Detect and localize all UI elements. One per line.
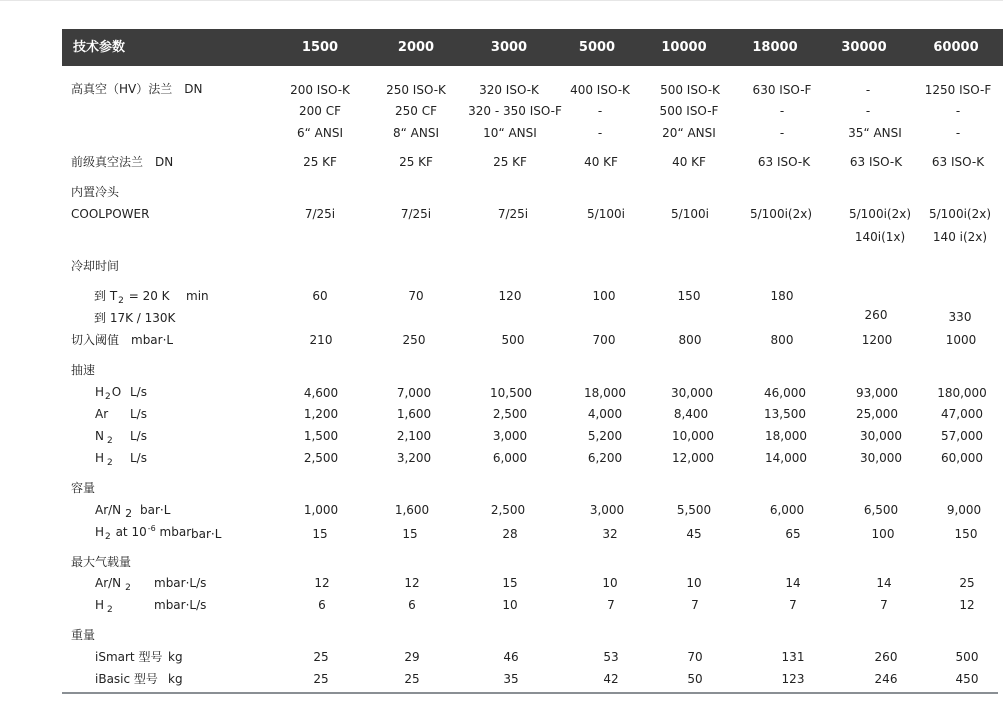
cell: 9,000 xyxy=(946,503,982,517)
header-model: 18000 xyxy=(752,40,798,55)
cell: 500 xyxy=(955,650,979,664)
cell: 250 CF xyxy=(395,104,437,118)
cell: 40 KF xyxy=(672,155,706,169)
crossover-unit: mbar·L xyxy=(131,333,174,347)
cell: 180,000 xyxy=(937,386,987,400)
header-model: 5000 xyxy=(578,40,616,55)
unit: mbar·L/s xyxy=(154,576,207,590)
cell: 320 - 350 ISO-F xyxy=(468,104,562,118)
unit: L/s xyxy=(130,429,147,443)
cell: 450 xyxy=(955,672,979,686)
cell: 260 xyxy=(864,308,888,322)
cell: 10,000 xyxy=(672,429,714,443)
fore-flange-label: 前级真空法兰 DN xyxy=(71,155,174,169)
cell: 6,000 xyxy=(492,451,528,465)
cell: 5,500 xyxy=(676,503,712,517)
text: Ar/N xyxy=(95,576,122,590)
cell: 25,000 xyxy=(856,407,898,421)
cell: 250 xyxy=(402,333,426,347)
cell: 123 xyxy=(781,672,805,686)
cell: 25 xyxy=(959,576,975,590)
cooldown-row1-label xyxy=(94,288,170,306)
cell: - xyxy=(779,104,785,118)
cell: 246 xyxy=(874,672,898,686)
header-model: 1500 xyxy=(301,40,339,55)
cell: 500 ISO-F xyxy=(659,104,719,118)
table-bottom-border xyxy=(62,692,998,694)
cell: 7,000 xyxy=(396,386,432,400)
cell: 14 xyxy=(876,576,892,590)
top-border xyxy=(0,0,1003,1)
cell: 3,200 xyxy=(396,451,432,465)
cell: 7/25i xyxy=(497,207,529,221)
cell: 28 xyxy=(502,527,518,541)
cell: 5/100i(2x) xyxy=(928,207,992,221)
superscript: -6 xyxy=(147,524,156,533)
text: O xyxy=(111,385,122,399)
cell: 20“ ANSI xyxy=(662,126,716,140)
cell: 3,000 xyxy=(492,429,528,443)
header-model: 10000 xyxy=(661,40,707,55)
cell: 140i(1x) xyxy=(854,230,906,244)
cell: - xyxy=(955,104,961,118)
text: at 10 xyxy=(111,525,147,539)
cell: 1,200 xyxy=(303,407,339,421)
cell: 30,000 xyxy=(860,451,902,465)
gas-label xyxy=(95,384,121,402)
cell: 45 xyxy=(686,527,702,541)
cell: 120 xyxy=(498,289,522,303)
unit: bar·L xyxy=(140,503,171,517)
cell: 13,500 xyxy=(764,407,806,421)
subscript: 2 xyxy=(118,296,124,306)
cell: 10 xyxy=(502,598,518,612)
cell: 70 xyxy=(687,650,703,664)
cell: 53 xyxy=(603,650,619,664)
cell: 2,100 xyxy=(396,429,432,443)
cell: 42 xyxy=(603,672,619,686)
cell: 2,500 xyxy=(303,451,339,465)
cell: 7/25i xyxy=(400,207,432,221)
cell: 25 xyxy=(404,672,420,686)
subscript: 2 xyxy=(106,436,113,446)
text: Ar/N xyxy=(95,503,122,517)
cell: 10“ ANSI xyxy=(483,126,537,140)
gas-label xyxy=(95,502,133,519)
cell: 70 xyxy=(408,289,424,303)
cell: 7/25i xyxy=(304,207,336,221)
cooldown-unit: min xyxy=(186,289,209,303)
cell: 46 xyxy=(503,650,519,664)
cell: 1,500 xyxy=(303,429,339,443)
cell: - xyxy=(865,104,871,118)
header-model: 3000 xyxy=(490,40,528,55)
cooldown-label: 冷却时间 xyxy=(71,259,120,273)
text: = 20 K xyxy=(124,289,170,303)
cell: 131 xyxy=(781,650,805,664)
cell: 180 xyxy=(770,289,794,303)
cell: 7 xyxy=(789,598,797,612)
cell: 12 xyxy=(404,576,420,590)
cell: 65 xyxy=(785,527,801,541)
cell: - xyxy=(779,126,785,140)
text: H xyxy=(95,598,105,612)
coolpower-label: COOLPOWER xyxy=(71,207,150,221)
unit: kg xyxy=(168,672,183,686)
cell: 7 xyxy=(880,598,888,612)
pumping-speed-label: 抽速 xyxy=(71,363,96,377)
cell: 6,500 xyxy=(863,503,899,517)
cell: 30,000 xyxy=(671,386,713,400)
max-gas-load-label: 最大气载量 xyxy=(71,555,132,569)
cell: 25 KF xyxy=(303,155,337,169)
cell: 30,000 xyxy=(860,429,902,443)
cell: 10 xyxy=(602,576,618,590)
cell: 46,000 xyxy=(764,386,806,400)
cell: 500 ISO-K xyxy=(660,83,720,97)
subscript: 2 xyxy=(125,583,131,593)
subscript: 2 xyxy=(107,458,113,468)
cold-head-label: 内置冷头 xyxy=(71,185,120,199)
cell: 800 xyxy=(678,333,702,347)
gas-label xyxy=(95,406,108,422)
cell: - xyxy=(597,126,603,140)
cell: 57,000 xyxy=(941,429,983,443)
unit: L/s xyxy=(130,451,147,465)
cell: 14 xyxy=(785,576,801,590)
cell: 210 xyxy=(309,333,333,347)
text: H xyxy=(95,385,105,399)
cell: 15 xyxy=(312,527,328,541)
cell: 12 xyxy=(314,576,330,590)
cell: 8“ ANSI xyxy=(392,126,440,140)
cell: 47,000 xyxy=(941,407,983,421)
crossover-label: 切入阈值 xyxy=(71,333,120,347)
cell: 200 CF xyxy=(299,104,341,118)
cell: 5,200 xyxy=(587,429,623,443)
cell: 25 KF xyxy=(493,155,527,169)
text: mbar xyxy=(155,525,192,539)
gas-label xyxy=(95,428,114,446)
cell: 330 xyxy=(948,310,972,324)
cell: 63 ISO-K xyxy=(931,155,985,169)
cell: - xyxy=(955,126,961,140)
cell: 1,000 xyxy=(303,503,339,517)
cell: 15 xyxy=(502,576,518,590)
cell: 150 xyxy=(677,289,701,303)
cell: 700 xyxy=(592,333,616,347)
cell: 63 ISO-K xyxy=(757,155,811,169)
unit: L/s xyxy=(130,385,147,399)
cell: 200 ISO-K xyxy=(290,83,350,97)
cell: 630 ISO-F xyxy=(752,83,812,97)
unit: mbar·L/s xyxy=(154,598,207,612)
cell: 5/100i xyxy=(671,207,709,221)
cell: 100 xyxy=(592,289,616,303)
cell: 35 xyxy=(503,672,519,686)
text: H xyxy=(95,525,105,539)
header-model: 2000 xyxy=(397,40,435,55)
gas-label xyxy=(95,597,114,615)
cell: 18,000 xyxy=(584,386,626,400)
subscript: 2 xyxy=(125,507,133,520)
cell: 5/100i(2x) xyxy=(749,207,813,221)
cell: 6,000 xyxy=(769,503,805,517)
cell: 1250 ISO-F xyxy=(924,83,992,97)
cell: 3,000 xyxy=(589,503,625,517)
unit: L/s xyxy=(130,407,147,421)
header-title: 技术参数 xyxy=(73,40,126,55)
cell: 1,600 xyxy=(396,407,432,421)
subscript: 2 xyxy=(105,532,111,542)
cell: 4,600 xyxy=(303,386,339,400)
table-header xyxy=(62,29,1003,66)
cell: 60,000 xyxy=(941,451,983,465)
cell: 25 KF xyxy=(399,155,433,169)
cell: 140 i(2x) xyxy=(932,230,988,244)
cell: 800 xyxy=(770,333,794,347)
cell: 93,000 xyxy=(856,386,898,400)
cell: - xyxy=(597,104,603,118)
gas-label xyxy=(95,450,114,468)
cell: 400 ISO-K xyxy=(570,83,630,97)
cell: 1000 xyxy=(945,333,977,347)
cell: 6 xyxy=(408,598,416,612)
capacity-label: 容量 xyxy=(71,481,96,495)
cell: 7 xyxy=(691,598,699,612)
cell: 100 xyxy=(871,527,895,541)
weight-label: 重量 xyxy=(71,628,96,642)
model-label: iBasic 型号 xyxy=(95,672,158,686)
cell: 7 xyxy=(607,598,615,612)
cell: 12,000 xyxy=(672,451,714,465)
cell: 10,500 xyxy=(490,386,532,400)
cell: 25 xyxy=(313,672,329,686)
cell: 10 xyxy=(686,576,702,590)
cell: 15 xyxy=(402,527,418,541)
text: 到 T xyxy=(94,289,118,303)
cell: 2,500 xyxy=(490,503,526,517)
cell: 500 xyxy=(501,333,525,347)
subscript: 2 xyxy=(107,605,113,615)
cell: 32 xyxy=(602,527,618,541)
cell: 6 xyxy=(318,598,326,612)
cell: 250 ISO-K xyxy=(386,83,446,97)
cooldown-row2-label: 到 17K / 130K xyxy=(94,311,176,325)
subscript: 2 xyxy=(105,392,111,402)
text: H xyxy=(95,451,105,465)
cell: 5/100i xyxy=(587,207,625,221)
cell: 8,400 xyxy=(673,407,709,421)
cell: 1200 xyxy=(861,333,893,347)
unit: bar·L xyxy=(191,527,222,541)
header-model: 30000 xyxy=(841,40,887,55)
cell: 320 ISO-K xyxy=(479,83,539,97)
cell: 4,000 xyxy=(587,407,623,421)
text: N xyxy=(95,429,104,443)
unit: kg xyxy=(168,650,183,664)
cell: 63 ISO-K xyxy=(849,155,903,169)
hv-flange-label: 高真空（HV）法兰 DN xyxy=(71,82,203,96)
gas-label xyxy=(95,524,191,542)
cell: 18,000 xyxy=(765,429,807,443)
cell: 60 xyxy=(312,289,328,303)
cell: 50 xyxy=(687,672,703,686)
cell: 2,500 xyxy=(492,407,528,421)
cell: 12 xyxy=(959,598,975,612)
model-label: iSmart 型号 xyxy=(95,650,163,664)
cell: 1,600 xyxy=(394,503,430,517)
text: Ar xyxy=(95,407,109,421)
cell: 14,000 xyxy=(765,451,807,465)
cell: - xyxy=(865,83,871,97)
cell: 40 KF xyxy=(584,155,618,169)
cell: 35“ ANSI xyxy=(848,126,902,140)
cell: 260 xyxy=(874,650,898,664)
cell: 6“ ANSI xyxy=(296,126,344,140)
cell: 25 xyxy=(313,650,329,664)
cell: 5/100i(2x) xyxy=(848,207,912,221)
header-model: 60000 xyxy=(933,40,979,55)
cell: 150 xyxy=(954,527,978,541)
cell: 29 xyxy=(404,650,420,664)
gas-label xyxy=(95,575,132,593)
cell: 6,200 xyxy=(587,451,623,465)
